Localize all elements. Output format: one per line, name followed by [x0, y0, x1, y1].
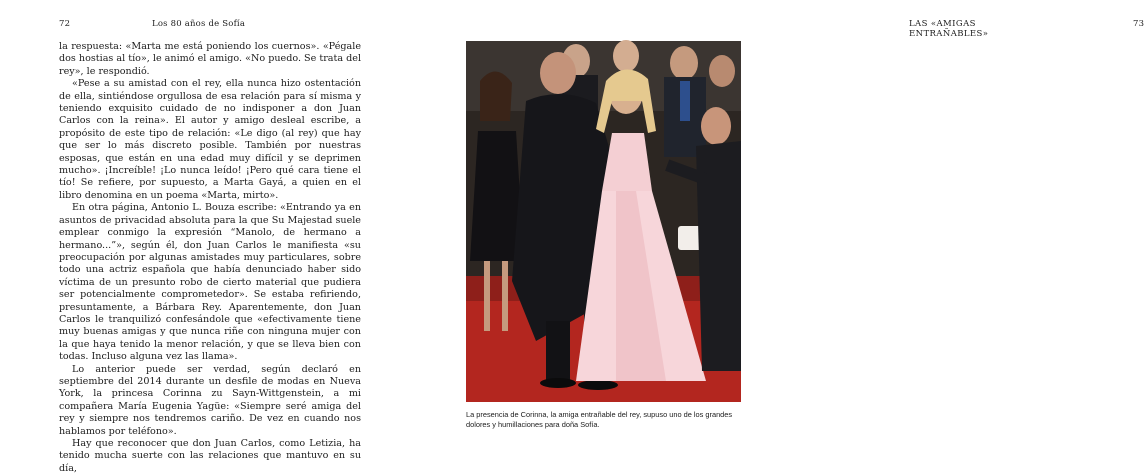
event-photograph [466, 41, 741, 402]
paragraph-5: Hay que reconocer que don Juan Carlos, como Letizia, ha tenido mucha suerte con las relaciones que mantuvo en su día, [59, 438, 361, 474]
page-number-left: 72 [59, 19, 71, 29]
paragraph-2: «Pese a su amistad con el rey, ella nunca hizo ostentación de ella, sintiéndose orgullosa de esa relación para sí misma y teniendo exquisito cuidado de no indisponer a don Juan Carlos con la reina». El autor y amigo desleal escribe, a propósito de este tipo de relación: «Le digo (al rey) que hay que ser lo más discreto posible. También por nuestras esposas, que están en una edad muy difícil y se deprimen mucho». ¡Increíble! ¡Lo nunca leído! ¡Pero qué cara tiene el tío! Se refiere, por supuesto, a Marta Gayá, a quien en el libro denomina en un poema «Marta, mirto». [59, 78, 361, 201]
photo-caption: La presencia de Corinna, la amiga entrañable del rey, supuso uno de los grandes dolores y humillaciones para doña Sofía. [466, 410, 733, 430]
running-title-right: LAS «AMIGAS ENTRAÑABLES» [909, 19, 989, 39]
paragraph-4: Lo anterior puede ser verdad, según declaró en septiembre del 2014 durante un desfile de modas en Nueva York, la princesa Corinna zu Sayn-Wittgenstein, a mi compañera María Eugenia Yagüe: «Siempre seré amiga del rey y siempre nos tendremos cariño. De vez en cuando nos hablamos por teléfono». [59, 363, 361, 437]
body-text [59, 41, 361, 475]
running-title-left: Los 80 años de Sofía [152, 19, 246, 29]
left-page [0, 0, 400, 476]
paragraph-1: la respuesta: «Marta me está poniendo los cuernos». «Pégale dos hostias al tío», le animó el amigo. «No puedo. Se trata del rey», le respondió. [59, 41, 362, 77]
page-number-right: 73 [1133, 19, 1144, 29]
paragraph-3: En otra página, Antonio L. Bouza escribe: «Entrando ya en asuntos de privacidad absoluta para la que Su Majestad suele emplear conmigo la expresión “Manolo, de hermano a hermano...”», según él, don Juan Carlos le manifiesta «su preocupación por algunas amistades muy particulares, sobre todo una actriz española que había denunciado haber sido víctima de un presunto robo de cierto material que pudiera ser potencialmente comprometedor». Se estaba refiriendo, presuntamente, a Bárbara Rey. Aparentemente, don Juan Carlos le tranquilizó confesándole que «efectivamente tiene muy buenas amigas y que nunca riñe con ninguna mujer con la que haya tenido la menor relación, y que se lleva bien con todas. Incluso alguna vez las llama». [59, 202, 361, 363]
